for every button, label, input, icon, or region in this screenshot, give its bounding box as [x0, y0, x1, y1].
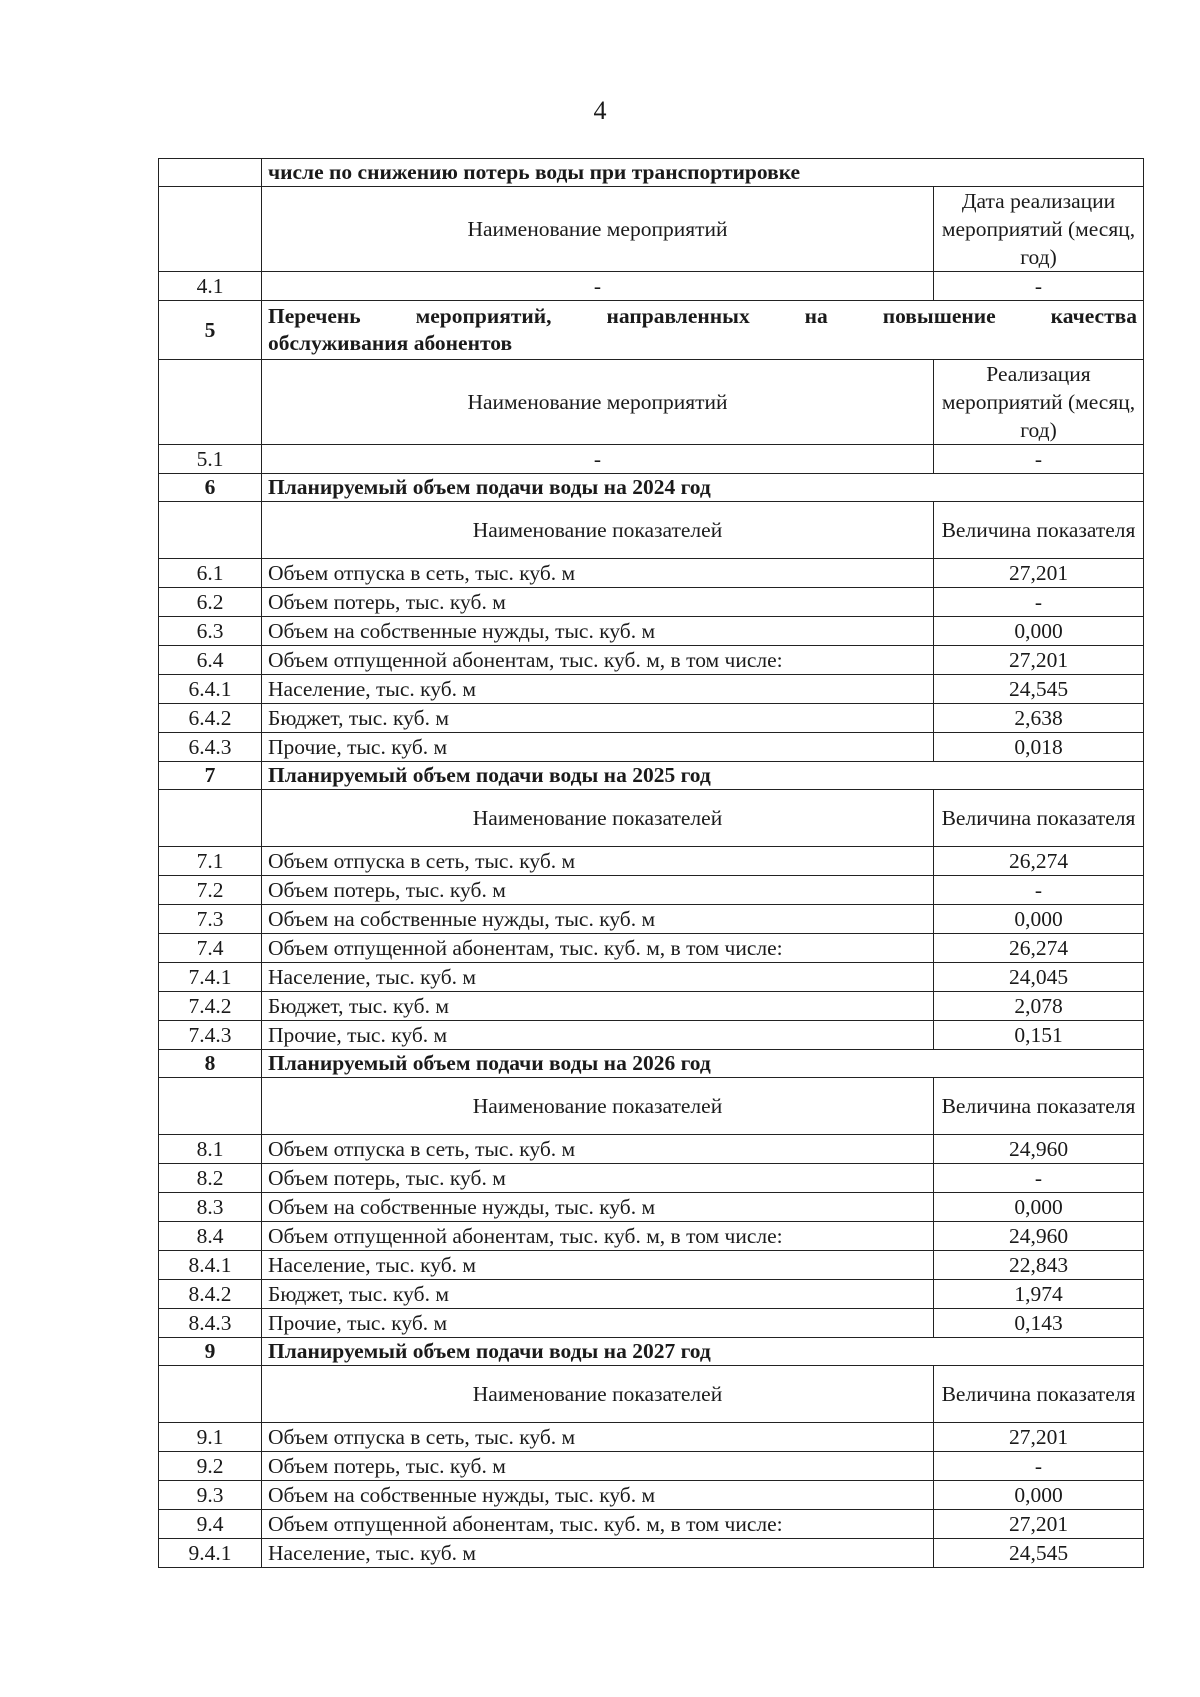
- header-num-cell: [159, 790, 262, 847]
- row-value: -: [934, 445, 1144, 474]
- table-row: [159, 1423, 1144, 1452]
- row-num: 8.4.2: [159, 1280, 262, 1309]
- table-row: [159, 1309, 1144, 1338]
- header-name: Наименование показателей: [262, 1078, 934, 1135]
- table-row: [159, 1539, 1144, 1568]
- row-num: 8.3: [159, 1193, 262, 1222]
- table-row: [159, 445, 1144, 474]
- row-num: 7.3: [159, 905, 262, 934]
- header-num-cell: [159, 1366, 262, 1423]
- row-name: Население, тыс. куб. м: [262, 1539, 934, 1568]
- row-name: -: [262, 445, 934, 474]
- table-row: [159, 675, 1144, 704]
- row-name: Объем на собственные нужды, тыс. куб. м: [262, 1481, 934, 1510]
- header-name: Наименование показателей: [262, 1366, 934, 1423]
- row-value: 1,974: [934, 1280, 1144, 1309]
- row-value: 24,045: [934, 963, 1144, 992]
- indicator-blocks: [159, 474, 1144, 1568]
- row-name: Объем на собственные нужды, тыс. куб. м: [262, 905, 934, 934]
- header-num-cell: [159, 1078, 262, 1135]
- section-num: 5: [159, 301, 262, 360]
- header-value: Величина показателя: [934, 1078, 1144, 1135]
- row-value: -: [934, 876, 1144, 905]
- table-row: [159, 1021, 1144, 1050]
- header-name: Наименование показателей: [262, 790, 934, 847]
- row-num: 4.1: [159, 272, 262, 301]
- row-num: 6.3: [159, 617, 262, 646]
- table-header-row: [159, 1078, 1144, 1135]
- row-num: 8.4.3: [159, 1309, 262, 1338]
- header-value: Реализация мероприятий (месяц, год): [934, 360, 1144, 445]
- table-row: [159, 905, 1144, 934]
- row-name: Объем отпущенной абонентам, тыс. куб. м, в том числе:: [262, 934, 934, 963]
- header-name: Наименование мероприятий: [262, 360, 934, 445]
- table-row: [159, 992, 1144, 1021]
- table-row: [159, 1193, 1144, 1222]
- section-4-title-row: [159, 159, 1144, 187]
- section-title: Планируемый объем подачи воды на 2024 год: [262, 474, 1144, 502]
- row-name: Бюджет, тыс. куб. м: [262, 992, 934, 1021]
- table-header-row: [159, 360, 1144, 445]
- row-num: 8.4: [159, 1222, 262, 1251]
- row-value: 0,018: [934, 733, 1144, 762]
- document-table: [158, 158, 1144, 1568]
- table-row: [159, 1222, 1144, 1251]
- table-row: [159, 1251, 1144, 1280]
- row-name: Население, тыс. куб. м: [262, 1251, 934, 1280]
- row-num: 9.3: [159, 1481, 262, 1510]
- table-row: [159, 704, 1144, 733]
- row-num: 9.1: [159, 1423, 262, 1452]
- row-value: 26,274: [934, 847, 1144, 876]
- row-num: 7.4.1: [159, 963, 262, 992]
- row-value: 0,151: [934, 1021, 1144, 1050]
- section-title: [262, 301, 1144, 360]
- section-num: 7: [159, 762, 262, 790]
- section-7-title-row: [159, 762, 1144, 790]
- section-8-title-row: [159, 1050, 1144, 1078]
- table-row: [159, 1452, 1144, 1481]
- row-num: 6.2: [159, 588, 262, 617]
- table-row: [159, 1510, 1144, 1539]
- row-value: 27,201: [934, 646, 1144, 675]
- row-num: 5.1: [159, 445, 262, 474]
- table-row: [159, 1164, 1144, 1193]
- page-number: 4: [593, 96, 607, 125]
- row-name: Объем отпущенной абонентам, тыс. куб. м, в том числе:: [262, 1510, 934, 1539]
- row-value: 2,638: [934, 704, 1144, 733]
- header-value: Величина показателя: [934, 790, 1144, 847]
- row-name: Объем потерь, тыс. куб. м: [262, 876, 934, 905]
- table-row: [159, 876, 1144, 905]
- row-value: 27,201: [934, 1423, 1144, 1452]
- row-num: 7.4.2: [159, 992, 262, 1021]
- row-value: -: [934, 1164, 1144, 1193]
- row-name: Прочие, тыс. куб. м: [262, 1021, 934, 1050]
- header-value: Величина показателя: [934, 1366, 1144, 1423]
- header-value: Величина показателя: [934, 502, 1144, 559]
- row-name: Население, тыс. куб. м: [262, 963, 934, 992]
- table-row: [159, 847, 1144, 876]
- table-row: [159, 963, 1144, 992]
- section-title: Планируемый объем подачи воды на 2026 год: [262, 1050, 1144, 1078]
- row-value: 24,545: [934, 1539, 1144, 1568]
- table-row: [159, 272, 1144, 301]
- row-name: Объем отпуска в сеть, тыс. куб. м: [262, 1423, 934, 1452]
- section-title: числе по снижению потерь воды при транспортировке: [262, 159, 1144, 187]
- header-num-cell: [159, 187, 262, 272]
- row-num: 8.2: [159, 1164, 262, 1193]
- table-row: [159, 559, 1144, 588]
- row-value: 0,000: [934, 1481, 1144, 1510]
- row-value: 27,201: [934, 1510, 1144, 1539]
- row-num: 6.1: [159, 559, 262, 588]
- table-row: [159, 733, 1144, 762]
- row-value: 24,960: [934, 1135, 1144, 1164]
- row-num: 7.2: [159, 876, 262, 905]
- row-value: 24,960: [934, 1222, 1144, 1251]
- table-row: [159, 588, 1144, 617]
- table-row: [159, 1280, 1144, 1309]
- row-value: 27,201: [934, 559, 1144, 588]
- row-num: 7.4: [159, 934, 262, 963]
- table-row: [159, 1135, 1144, 1164]
- row-num: 8.1: [159, 1135, 262, 1164]
- row-num: 6.4.2: [159, 704, 262, 733]
- row-value: -: [934, 588, 1144, 617]
- section-title-line2: обслуживания абонентов: [268, 331, 513, 355]
- row-name: -: [262, 272, 934, 301]
- row-name: Объем отпущенной абонентам, тыс. куб. м, в том числе:: [262, 1222, 934, 1251]
- table-header-row: [159, 502, 1144, 559]
- section-num: 8: [159, 1050, 262, 1078]
- section-9-title-row: [159, 1338, 1144, 1366]
- row-name: Бюджет, тыс. куб. м: [262, 704, 934, 733]
- row-value: 24,545: [934, 675, 1144, 704]
- row-name: Объем отпущенной абонентам, тыс. куб. м, в том числе:: [262, 646, 934, 675]
- row-num: 9.2: [159, 1452, 262, 1481]
- row-name: Объем на собственные нужды, тыс. куб. м: [262, 617, 934, 646]
- table-header-row: [159, 1366, 1144, 1423]
- section-5-title-row: [159, 301, 1144, 360]
- table-header-row: [159, 187, 1144, 272]
- row-num: 8.4.1: [159, 1251, 262, 1280]
- row-name: Прочие, тыс. куб. м: [262, 733, 934, 762]
- row-value: 0,000: [934, 905, 1144, 934]
- row-num: 9.4.1: [159, 1539, 262, 1568]
- section-title: Планируемый объем подачи воды на 2025 год: [262, 762, 1144, 790]
- row-num: 6.4: [159, 646, 262, 675]
- table-row: [159, 934, 1144, 963]
- table-row: [159, 646, 1144, 675]
- row-num: 6.4.1: [159, 675, 262, 704]
- row-num: 7.1: [159, 847, 262, 876]
- row-value: 0,000: [934, 1193, 1144, 1222]
- table-header-row: [159, 790, 1144, 847]
- section-title-line1: Перечень мероприятий, направленных на повышение качества: [268, 304, 1137, 328]
- row-name: Бюджет, тыс. куб. м: [262, 1280, 934, 1309]
- row-num: 9.4: [159, 1510, 262, 1539]
- row-name: Прочие, тыс. куб. м: [262, 1309, 934, 1338]
- row-value: 22,843: [934, 1251, 1144, 1280]
- section-num-cell: [159, 159, 262, 187]
- section-num: 9: [159, 1338, 262, 1366]
- section-num: 6: [159, 474, 262, 502]
- row-name: Объем на собственные нужды, тыс. куб. м: [262, 1193, 934, 1222]
- row-value: 0,143: [934, 1309, 1144, 1338]
- row-name: Объем потерь, тыс. куб. м: [262, 1164, 934, 1193]
- row-num: 7.4.3: [159, 1021, 262, 1050]
- header-name: Наименование мероприятий: [262, 187, 934, 272]
- row-value: 2,078: [934, 992, 1144, 1021]
- table-row: [159, 1481, 1144, 1510]
- row-name: Объем отпуска в сеть, тыс. куб. м: [262, 1135, 934, 1164]
- row-name: Объем потерь, тыс. куб. м: [262, 1452, 934, 1481]
- row-name: Объем отпуска в сеть, тыс. куб. м: [262, 847, 934, 876]
- header-value: Дата реализации мероприятий (месяц, год): [934, 187, 1144, 272]
- row-value: -: [934, 1452, 1144, 1481]
- header-num-cell: [159, 360, 262, 445]
- section-6-title-row: [159, 474, 1144, 502]
- table-row: [159, 617, 1144, 646]
- row-value: 0,000: [934, 617, 1144, 646]
- row-name: Объем потерь, тыс. куб. м: [262, 588, 934, 617]
- header-num-cell: [159, 502, 262, 559]
- row-name: Объем отпуска в сеть, тыс. куб. м: [262, 559, 934, 588]
- section-title: Планируемый объем подачи воды на 2027 год: [262, 1338, 1144, 1366]
- row-value: 26,274: [934, 934, 1144, 963]
- row-num: 6.4.3: [159, 733, 262, 762]
- row-value: -: [934, 272, 1144, 301]
- row-name: Население, тыс. куб. м: [262, 675, 934, 704]
- header-name: Наименование показателей: [262, 502, 934, 559]
